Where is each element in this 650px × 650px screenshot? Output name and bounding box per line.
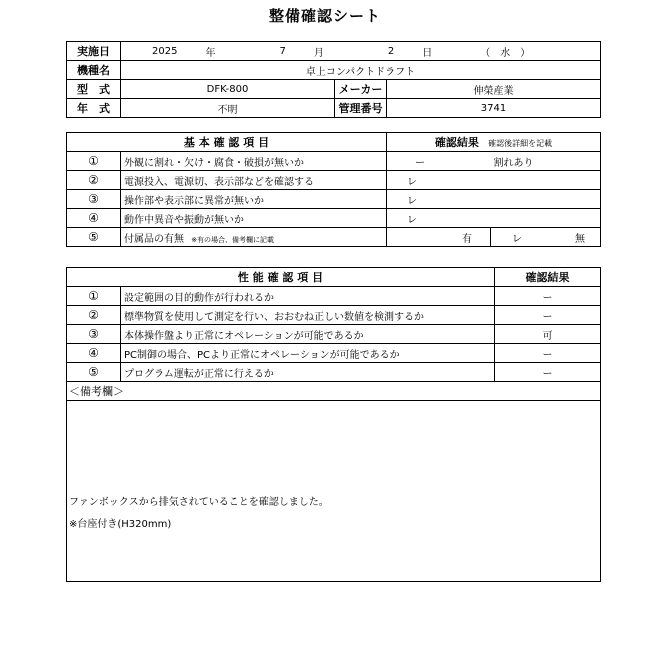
- maker-label: メーカー: [335, 80, 387, 99]
- info-table: [66, 41, 601, 118]
- item-mark: ー: [387, 152, 491, 171]
- basic-check-table: [66, 132, 601, 247]
- year-label: 年 式: [67, 99, 121, 118]
- performance-header: 性 能 確 認 項 目: [67, 268, 495, 287]
- item-detail: 割れあり: [491, 152, 601, 171]
- item-text: 外観に割れ・欠け・腐食・破損が無いか: [121, 152, 387, 171]
- item-detail: [491, 171, 601, 190]
- item-mark: レ: [387, 190, 491, 209]
- table-row: [67, 228, 601, 247]
- month-unit: 月: [313, 47, 324, 59]
- item-text: 標準物質を使用して測定を行い、おおむね正しい数値を検測するか: [121, 306, 495, 325]
- accessory-check: レ: [512, 233, 522, 245]
- item-mark: レ: [387, 171, 491, 190]
- item-number: ⑤: [67, 363, 121, 382]
- day-unit: 日: [422, 47, 433, 59]
- remarks-line-2: ※台座付き(H320mm): [69, 519, 172, 530]
- item-mark: レ: [387, 209, 491, 228]
- remarks-label: ＜備考欄＞: [67, 382, 601, 401]
- item-text: 本体操作盤より正常にオペレーションが可能であるか: [121, 325, 495, 344]
- performance-result-header: 確認結果: [495, 268, 601, 287]
- item-number: ⑤: [67, 228, 121, 247]
- accessory-text: 付属品の有無: [124, 233, 184, 245]
- page-title: 整備確認シート: [268, 7, 381, 25]
- performance-check-table: [66, 267, 601, 582]
- remarks-line-1: ファンボックスから排気されていることを確認しました。: [69, 497, 329, 508]
- table-row: [67, 306, 601, 325]
- model-label: 機種名: [67, 61, 121, 80]
- table-row: [67, 152, 601, 171]
- remarks-body: [67, 401, 601, 582]
- accessory-no: 無: [575, 233, 585, 245]
- date-month: 7: [279, 45, 286, 57]
- item-number: ③: [67, 325, 121, 344]
- item-text: 設定範囲の目的動作が行われるか: [121, 287, 495, 306]
- year-value: 不明: [121, 99, 335, 118]
- accessory-check-cell: [491, 228, 601, 247]
- basic-header: 基 本 確 認 項 目: [67, 133, 387, 152]
- mgmt-value: 3741: [387, 99, 601, 118]
- item-number: ②: [67, 171, 121, 190]
- item-text: プログラム運転が正常に行えるか: [121, 363, 495, 382]
- table-row: [67, 325, 601, 344]
- date-value: [121, 42, 601, 61]
- table-row: [67, 171, 601, 190]
- item-number: ③: [67, 190, 121, 209]
- item-number: ①: [67, 287, 121, 306]
- type-label: 型 式: [67, 80, 121, 99]
- table-row: [67, 287, 601, 306]
- maker-value: 伸榮産業: [387, 80, 601, 99]
- item-detail: [491, 209, 601, 228]
- table-row: [67, 209, 601, 228]
- item-result: ー: [495, 287, 601, 306]
- table-row: [67, 344, 601, 363]
- basic-result-title: 確認結果: [434, 136, 479, 149]
- item-number: ④: [67, 209, 121, 228]
- table-row: [67, 363, 601, 382]
- accessory-note: ※有の場合、備考欄に記載: [191, 235, 275, 244]
- year-unit: 年: [205, 47, 216, 59]
- mgmt-label: 管理番号: [335, 99, 387, 118]
- item-text: 操作部や表示部に異常が無いか: [121, 190, 387, 209]
- date-year: 2025: [152, 45, 178, 57]
- date-label: 実施日: [67, 42, 121, 61]
- date-day: 2: [387, 45, 395, 57]
- item-text: 電源投入、電源切、表示部などを確認する: [121, 171, 387, 190]
- item-number: ①: [67, 152, 121, 171]
- item-text: 動作中異音や振動が無いか: [121, 209, 387, 228]
- type-value: DFK-800: [121, 80, 335, 99]
- item-result: ー: [495, 363, 601, 382]
- item-result: 可: [495, 325, 601, 344]
- item-result: ー: [495, 344, 601, 363]
- basic-result-header: [387, 133, 601, 152]
- table-row: [67, 190, 601, 209]
- item-result: ー: [495, 306, 601, 325]
- item-detail: [491, 190, 601, 209]
- item-number: ②: [67, 306, 121, 325]
- date-weekday: （ 水 ）: [480, 47, 531, 59]
- item-text: [121, 228, 387, 247]
- item-text: PC制御の場合、PCより正常にオペレーションが可能であるか: [121, 344, 495, 363]
- accessory-yes: 有: [387, 228, 491, 247]
- basic-result-note: 確認後詳細を記載: [488, 139, 553, 148]
- model-value: 卓上コンパクトドラフト: [121, 61, 601, 80]
- item-number: ④: [67, 344, 121, 363]
